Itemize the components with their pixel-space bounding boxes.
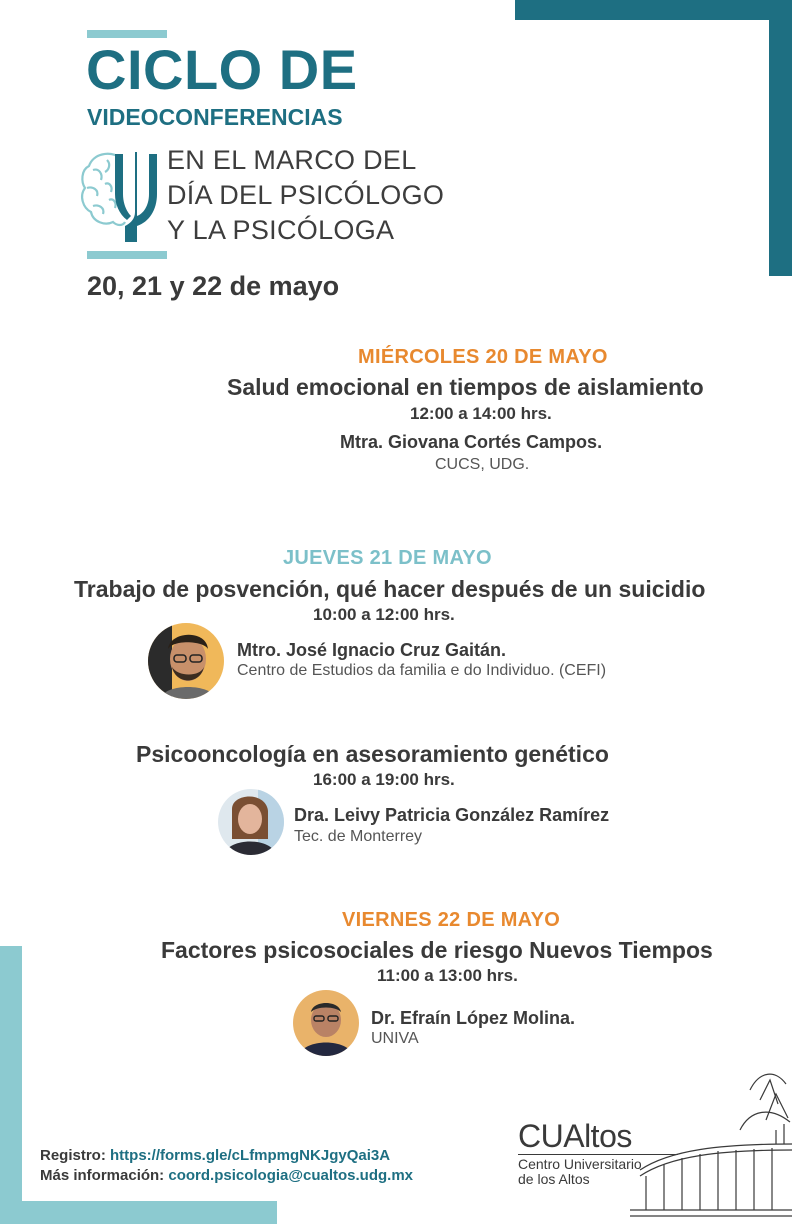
speaker-photo-avatar [218,789,284,855]
bottom-accent-bar [0,1201,277,1224]
title-rule-bottom [87,251,167,259]
talk-time: 10:00 a 12:00 hrs. [313,605,455,624]
speaker-name: Dra. Leivy Patricia González Ramírez [294,805,610,825]
logo-divider [518,1154,678,1155]
speaker-institution: Centro de Estudios da familia e do Individuo. (CEFI) [237,662,607,679]
talk-time: 12:00 a 14:00 hrs. [410,404,552,423]
event-dates: 20, 21 y 22 de mayo [87,271,340,301]
speaker-photo-avatar [293,990,359,1056]
speaker-name: Mtro. José Ignacio Cruz Gaitán. [237,640,507,660]
logo-line-1: Centro Universitario [518,1156,642,1172]
talk-title: Salud emocional en tiempos de aislamiento [227,374,704,400]
talk-time: 11:00 a 13:00 hrs. [377,966,518,985]
right-accent-bar [769,0,792,276]
registration-link[interactable]: https://forms.gle/cLfmpmgNKJgyQai3A [110,1147,391,1164]
talk-time: 16:00 a 19:00 hrs. [313,770,455,789]
speaker-name: Mtra. Giovana Cortés Campos. [340,432,603,452]
title-line-1: CICLO DE [86,38,358,101]
title-line-2: VIDEOCONFERENCIAS [87,104,343,130]
psi-brain-icon [79,146,165,246]
talk-title: Factores psicosociales de riesgo Nuevos Tiempos [161,937,713,963]
day-heading-wednesday: MIÉRCOLES 20 DE MAYO [358,346,608,368]
day-heading-thursday: JUEVES 21 DE MAYO [283,547,492,569]
info-email-link[interactable]: coord.psicologia@cualtos.udg.mx [168,1167,414,1184]
day-heading-friday: VIERNES 22 DE MAYO [342,909,561,931]
speaker-institution: CUCS, UDG. [435,456,530,473]
registration-label: Registro: [40,1147,106,1164]
cualtos-logo [518,1120,678,1186]
talk-title: Trabajo de posvención, qué hacer después de un suicidio [74,576,706,602]
title-rule-top [87,30,167,38]
speaker-institution: UNIVA [371,1030,419,1047]
info-line [40,1167,413,1184]
logo-name: CUAltos [518,1118,632,1154]
info-label: Más información: [40,1167,165,1184]
top-accent-bar [515,0,792,20]
subtitle-line-1: EN EL MARCO DEL [167,145,417,175]
speaker-name: Dr. Efraín López Molina. [371,1008,576,1028]
speaker-photo-avatar [148,623,224,699]
subtitle-line-2: DÍA DEL PSICÓLOGO [167,180,445,210]
talk-title: Psicooncología en asesoramiento genético [136,741,609,767]
subtitle-line-3: Y LA PSICÓLOGA [167,215,395,245]
left-accent-bar [0,946,22,1224]
logo-line-2: de los Altos [518,1170,590,1187]
registration-line [40,1147,390,1164]
speaker-institution: Tec. de Monterrey [294,828,423,845]
